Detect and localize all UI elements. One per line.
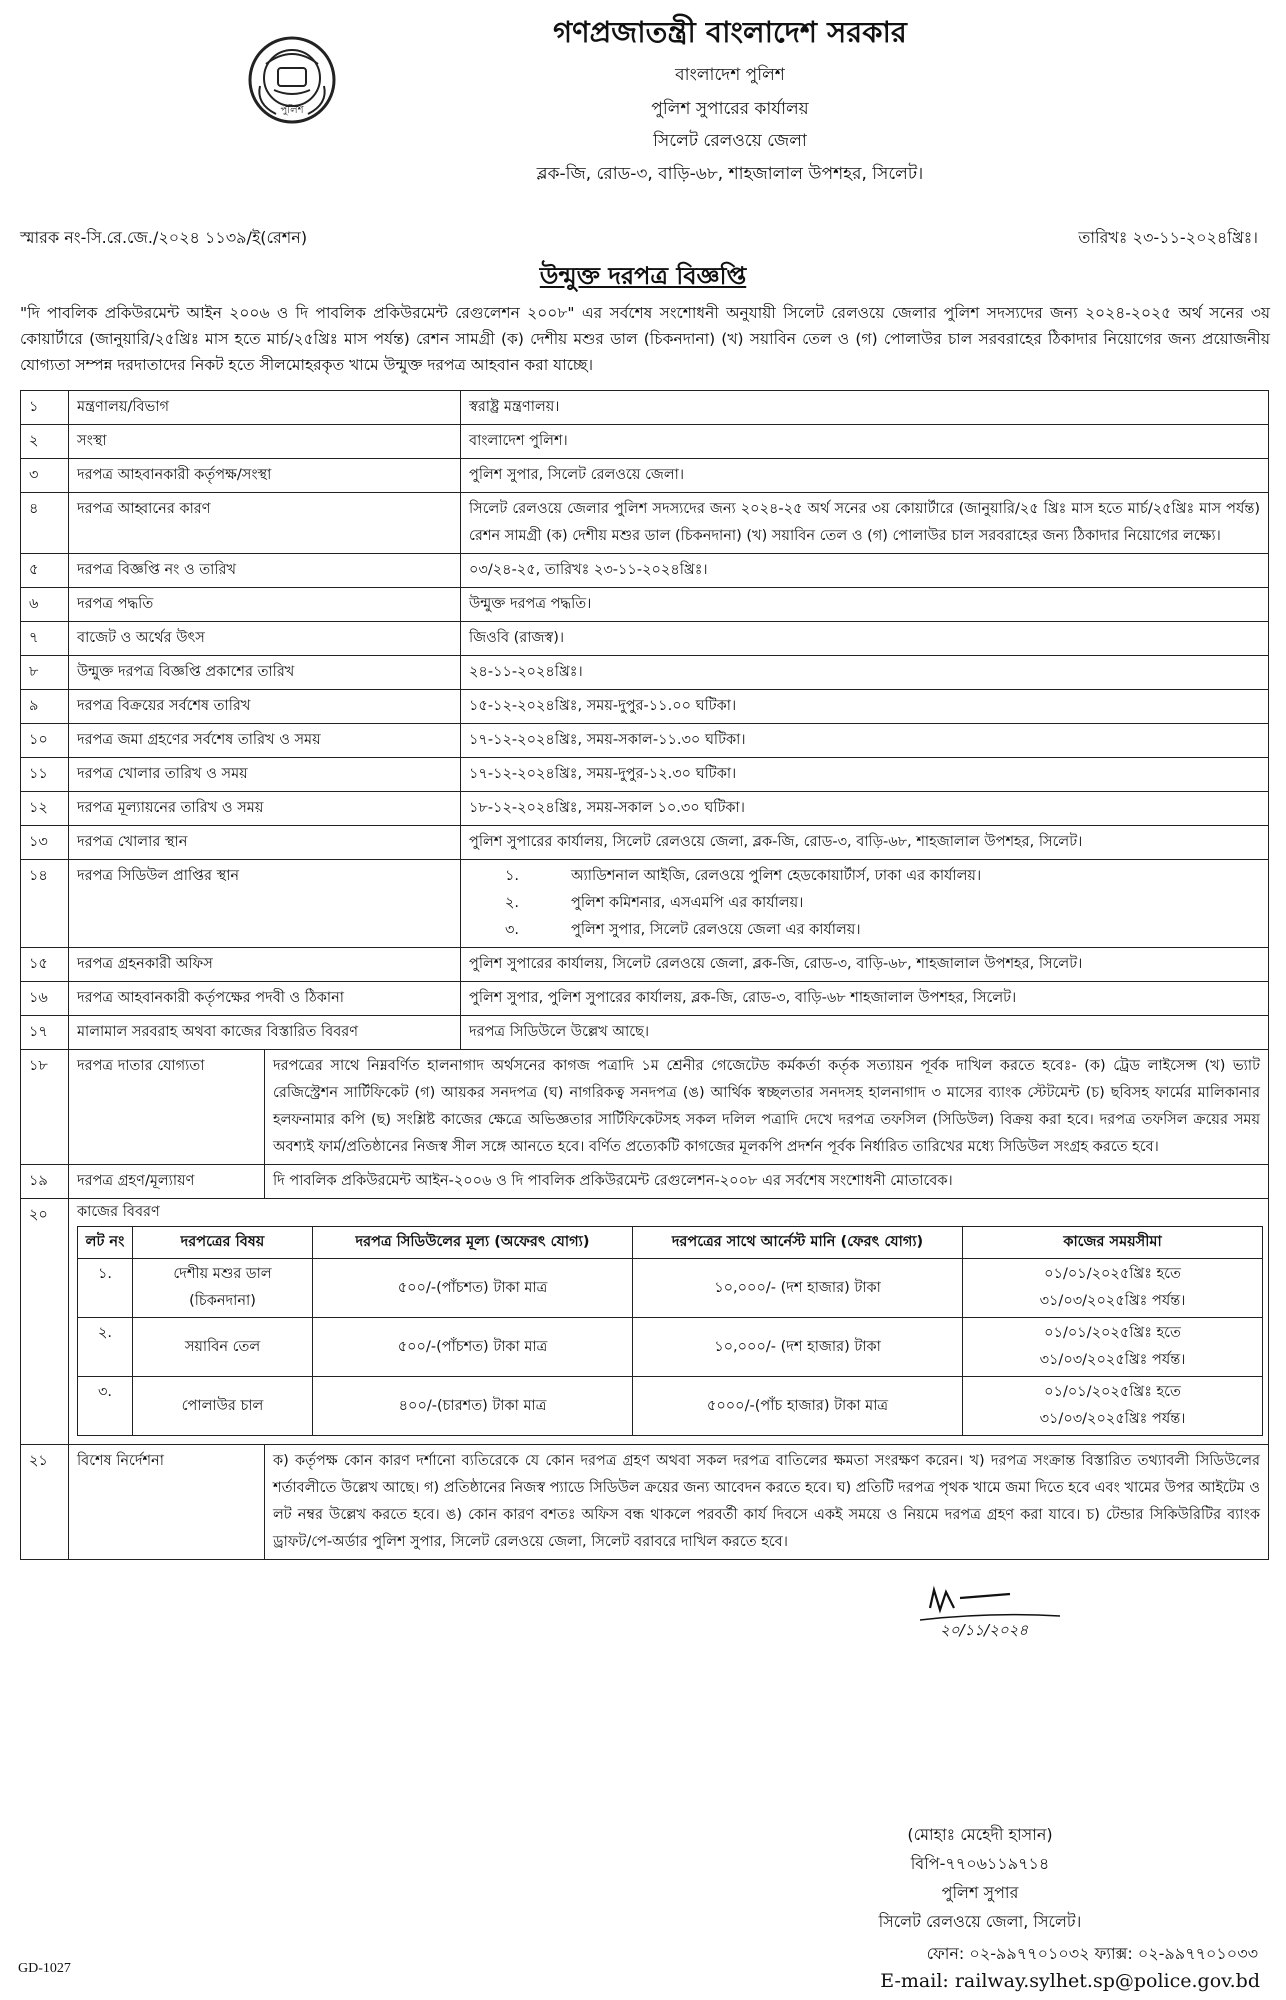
lot-earnest: ৫০০০/-(পাঁচ হাজার) টাকা মাত্র (633, 1377, 963, 1436)
lot-lot: ২. (78, 1318, 133, 1377)
list-item (469, 917, 1260, 944)
period-from: ০১/০১/২০২৫খ্রিঃ হতে (1044, 1384, 1181, 1400)
row-label: দরপত্র পদ্ধতি (69, 588, 461, 622)
row-value: ১৭-১২-২০২৪খ্রিঃ, সময়-সকাল-১১.৩০ ঘটিকা। (461, 724, 1269, 758)
row-value: বাংলাদেশ পুলিশ। (461, 425, 1269, 459)
memo-date: তারিখঃ ২৩-১১-২০২৪খ্রিঃ। (1078, 228, 1258, 247)
lot-lot: ১. (78, 1259, 133, 1318)
row-value: ১৮-১২-২০২৪খ্রিঃ, সময়-সকাল ১০.৩০ ঘটিকা। (461, 792, 1269, 826)
contact-email[interactable]: E-mail: railway.sylhet.sp@police.gov.bd (880, 1970, 1260, 1992)
table-row (21, 792, 1269, 826)
row-serial: ১৫ (21, 948, 69, 982)
row-serial: ১১ (21, 758, 69, 792)
lot-subject: সয়াবিন তেল (133, 1318, 313, 1377)
table-row (21, 391, 1269, 425)
lot-period (963, 1377, 1263, 1436)
signer-designation: পুলিশ সুপার (941, 1883, 1019, 1902)
table-row (21, 493, 1269, 554)
police-emblem-icon (246, 34, 338, 126)
office-address: ব্লক-জি, রোড-৩, বাড়ি-৬৮, শাহজালাল উপশহর, সিলেট। (536, 164, 924, 184)
row-value: দি পাবলিক প্রকিউরমেন্ট আইন-২০০৬ ও দি পাবলিক প্রকিউরমেন্ট রেগুলেশন-২০০৮ এর সর্বশেষ সংশোধনী মোতাবেক। (265, 1165, 1269, 1199)
row-value: পুলিশ সুপারের কার্যালয়, সিলেট রেলওয়ে জেলা, ব্লক-জি, রোড-৩, বাড়ি-৬৮, শাহজালাল উপশহর, সিলেট। (461, 948, 1269, 982)
row-label: মন্ত্রণালয়/বিভাগ (69, 391, 461, 425)
tender-details-table (20, 390, 1269, 1560)
column-header-price: দরপত্র সিডিউলের মূল্য (অফেরৎ যোগ্য) (313, 1227, 633, 1259)
row-label: দরপত্র সিডিউল প্রাপ্তির স্থান (69, 860, 461, 948)
row-label: দরপত্র বিক্রয়ের সর্বশেষ তারিখ (69, 690, 461, 724)
table-row (21, 588, 1269, 622)
lot-period (963, 1318, 1263, 1377)
table-row (21, 554, 1269, 588)
period-to: ৩১/০৩/২০২৫খ্রিঃ পর্যন্ত। (1039, 1293, 1186, 1309)
table-row (21, 459, 1269, 493)
row-label: উন্মুক্ত দরপত্র বিজ্ঞপ্তি প্রকাশের তারিখ (69, 656, 461, 690)
row-label: দরপত্র গ্রহনকারী অফিস (69, 948, 461, 982)
row-serial: ১৮ (21, 1050, 69, 1165)
column-header-subject: দরপত্রের বিষয় (133, 1227, 313, 1259)
intro-paragraph: "দি পাবলিক প্রকিউরমেন্ট আইন ২০০৬ ও দি পাবলিক প্রকিউরমেন্ট রেগুলেশন ২০০৮" এর সর্বশেষ সংশোধনী অনুযায়ী সিলেট রেলওয়ে জেলার পুলিশ সদস্যদের জন্য ২০২৪-২০২৫ অর্থ সনের ৩য় কোয়ার্টারে (জানুয়ারি/২৫খ্রিঃ মাস হতে মার্চ/২৫খ্রিঃ মাস পর্যন্ত) রেশন সামগ্রী (ক) দেশীয় মশুর ডাল (চিকনদানা) (খ) সয়াবিন তেল ও (গ) পোলাউর চাল সরবরাহের ঠিকাদার নিয়োগের জন্য প্রয়োজনীয় যোগ্যতা সম্পন্ন দরদাতাদের নিকট হতে সীলমোহরকৃত খামে উন্মুক্ত দরপত্র আহবান করা যাচ্ছে। (20, 304, 1270, 374)
row-value: উন্মুক্ত দরপত্র পদ্ধতি। (461, 588, 1269, 622)
table-row (21, 1050, 1269, 1165)
row-serial: ৬ (21, 588, 69, 622)
signature-mark (900, 1580, 1120, 1640)
lot-lot: ৩. (78, 1377, 133, 1436)
lot-subject: দেশীয় মশুর ডাল (চিকনদানা) (133, 1259, 313, 1318)
row-label: দরপত্র গ্রহণ/মূল্যায়ণ (69, 1165, 265, 1199)
row-label: মালামাল সরবরাহ অথবা কাজের বিস্তারিত বিবরণ (69, 1016, 461, 1050)
row-serial: ৮ (21, 656, 69, 690)
row-label: সংস্থা (69, 425, 461, 459)
table-row (21, 948, 1269, 982)
period-from: ০১/০১/২০২৫খ্রিঃ হতে (1044, 1266, 1181, 1282)
row-serial: ১৪ (21, 860, 69, 948)
lot-earnest: ১০,০০০/- (দশ হাজার) টাকা (633, 1318, 963, 1377)
list-text: পুলিশ কমিশনার, এসএমপি এর কার্যালয়। (571, 895, 804, 911)
row-value: দরপত্র সিডিউলে উল্লেখ আছে। (461, 1016, 1269, 1050)
row-serial: ২০ (21, 1199, 69, 1445)
row-serial: ১৯ (21, 1165, 69, 1199)
lot-subject: পোলাউর চাল (133, 1377, 313, 1436)
contact-phone: ফোন: ০২-৯৯৭৭০১০৩২ ফ্যাক্স: ০২-৯৯৭৭০১০৩৩ (926, 1944, 1258, 1963)
work-description-cell (69, 1199, 1269, 1445)
table-row (21, 982, 1269, 1016)
table-row (21, 622, 1269, 656)
row-serial: ১০ (21, 724, 69, 758)
signature-date: ২০/১১/২০২৪ (940, 1621, 1029, 1639)
list-text: পুলিশ সুপার, সিলেট রেলওয়ে জেলা এর কার্যালয়। (571, 922, 861, 938)
lot-price: ৫০০/-(পাঁচশত) টাকা মাত্র (313, 1318, 633, 1377)
table-row (21, 425, 1269, 459)
row-label: দরপত্র খোলার তারিখ ও সময় (69, 758, 461, 792)
table-row (21, 1445, 1269, 1560)
district-name: সিলেট রেলওয়ে জেলা (653, 131, 807, 151)
row-label: দরপত্র খোলার স্থান (69, 826, 461, 860)
table-row (21, 1199, 1269, 1445)
row-value: ১৭-১২-২০২৪খ্রিঃ, সময়-দুপুর-১২.৩০ ঘটিকা। (461, 758, 1269, 792)
list-number: ৩. (505, 922, 520, 938)
row-label: বিশেষ নির্দেশনা (69, 1445, 265, 1560)
work-lots-table (77, 1226, 1263, 1436)
row-value: ক) কর্তৃপক্ষ কোন কারণ দর্শানো ব্যতিরেকে যে কোন দরপত্র গ্রহণ অথবা সকল দরপত্র বাতিলের ক্ষমতা সংরক্ষণ করেন। খ) দরপত্র সংক্রান্ত বিস্তারিত তথ্যাবলী সিডিউলের শর্তাবলীতে উল্লেখ আছে। গ) প্রতিষ্ঠানের নিজস্ব প্যাডে সিডিউল ক্রয়ের জন্য আবেদন করতে হবে। ঘ) প্রতিটি দরপত্র পৃথক খামে জমা দিতে হবে এবং খামের উপর আইটেম ও লট নম্বর উল্লেখ করতে হবে। ঙ) কোন কারণ বশতঃ অফিস বন্ধ থাকলে পরবর্তী কার্য দিবসে একই সময়ে ও নিয়মে দরপত্র গ্রহণ করা যাবে। চ) টেন্ডার সিকিউরিটির ব্যাংক ড্রাফট/পে-অর্ডার পুলিশ সুপার, সিলেট রেলওয়ে জেলা, সিলেট বরাবরে দাখিল করতে হবে। (265, 1445, 1269, 1560)
lot-period (963, 1259, 1263, 1318)
table-row (21, 1016, 1269, 1050)
row-serial: ১৭ (21, 1016, 69, 1050)
row-serial: ২ (21, 425, 69, 459)
row-serial: ১৬ (21, 982, 69, 1016)
row-serial: ১৩ (21, 826, 69, 860)
column-header-period: কাজের সময়সীমা (963, 1227, 1263, 1259)
signer-bp: বিপি-৭৭০৬১১৯৭১৪ (910, 1854, 1050, 1873)
lot-price: ৪০০/-(চারশত) টাকা মাত্র (313, 1377, 633, 1436)
list-item (469, 890, 1260, 917)
row-serial: ৭ (21, 622, 69, 656)
row-value: পুলিশ সুপারের কার্যালয়, সিলেট রেলওয়ে জেলা, ব্লক-জি, রোড-৩, বাড়ি-৬৮, শাহজালাল উপশহর, সিলেট। (461, 826, 1269, 860)
memo-number: স্মারক নং-সি.রে.জে./২০২৪ ১১৩৯/ই(রেশন) (20, 228, 308, 247)
signer-office: সিলেট রেলওয়ে জেলা, সিলেট। (878, 1912, 1082, 1931)
signer-name: (মোহাঃ মেহেদী হাসান) (907, 1825, 1053, 1844)
column-header-lot: লট নং (78, 1227, 133, 1259)
lot-row (78, 1259, 1263, 1318)
lot-price: ৫০০/-(পাঁচশত) টাকা মাত্র (313, 1259, 633, 1318)
org-name: বাংলাদেশ পুলিশ (675, 65, 785, 85)
schedule-locations (461, 860, 1269, 948)
row-label: দরপত্র বিজ্ঞপ্তি নং ও তারিখ (69, 554, 461, 588)
period-from: ০১/০১/২০২৫খ্রিঃ হতে (1044, 1325, 1181, 1341)
lot-earnest: ১০,০০০/- (দশ হাজার) টাকা (633, 1259, 963, 1318)
row-label: দরপত্র জমা গ্রহণের সর্বশেষ তারিখ ও সময় (69, 724, 461, 758)
row-label: দরপত্র আহ্বানের কারণ (69, 493, 461, 554)
table-row (21, 826, 1269, 860)
table-row (21, 1165, 1269, 1199)
row-label: দরপত্র মূল্যায়নের তারিখ ও সময় (69, 792, 461, 826)
list-number: ২. (505, 895, 520, 911)
notice-title: উন্মুক্ত দরপত্র বিজ্ঞপ্তি (539, 262, 747, 290)
emblem-label: পুলিশ (280, 105, 304, 116)
row-value: দরপত্রের সাথে নিম্নবর্ণিত হালনাগাদ অর্থসনের কাগজ পত্রাদি ১ম শ্রেনীর গেজেটেড কর্মকর্তা কর্তৃক সত্যায়ন পূর্বক দাখিল করতে হবেঃ- (ক) ট্রেড লাইসেন্স (খ) ভ্যাট রেজিস্ট্রেশন সার্টিফিকেট (গ) আয়কর সনদপত্র (ঘ) নাগরিকত্ব সনদপত্র (ঙ) আর্থিক স্বচ্ছলতার সনদসহ হালনাগাদ ৩ মাসের ব্যাংক স্টেটমেন্ট (চ) ছবিসহ ফার্মের মালিকানার হলফনামার কপি (ছ) সংশ্লিষ্ট কাজের ক্ষেত্রে অভিজ্ঞতার সার্টিফিকেটসহ সকল দলিল পত্রাদি দেখে দরপত্র তফসিল (সিডিউল) বিক্রয় করা হবে। দরপত্র তফসিল ক্রয়ের সময় অবশ্যই ফার্ম/প্রতিষ্ঠানের নিজস্ব সীল সঙ্গে আনতে হবে। বর্ণিত প্রত্যেকটি কাগজের মূলকপি প্রদর্শন পূর্বক নির্ধারিত তারিখের মধ্যে সিডিউল সংগ্রহ করতে হবে। (265, 1050, 1269, 1165)
lot-row (78, 1318, 1263, 1377)
table-row (21, 656, 1269, 690)
row-serial: ১ (21, 391, 69, 425)
row-serial: ৯ (21, 690, 69, 724)
row-serial: ৩ (21, 459, 69, 493)
row-serial: ১২ (21, 792, 69, 826)
list-item (469, 863, 1260, 890)
lot-row (78, 1377, 1263, 1436)
row-value: পুলিশ সুপার, পুলিশ সুপারের কার্যালয়, ব্লক-জি, রোড-৩, বাড়ি-৬৮ শাহজালাল উপশহর, সিলেট। (461, 982, 1269, 1016)
row-label: দরপত্র দাতার যোগ্যতা (69, 1050, 265, 1165)
row-label: বাজেট ও অর্থের উৎস (69, 622, 461, 656)
office-name: পুলিশ সুপারের কার্যালয় (651, 99, 809, 119)
list-text: অ্যাডিশনাল আইজি, রেলওয়ে পুলিশ হেডকোয়ার্টার্স, ঢাকা এর কার্যালয়। (571, 868, 982, 884)
row-value: জিওবি (রাজস্ব)। (461, 622, 1269, 656)
table-row (21, 724, 1269, 758)
list-number: ১. (505, 868, 520, 884)
row-value: পুলিশ সুপার, সিলেট রেলওয়ে জেলা। (461, 459, 1269, 493)
period-to: ৩১/০৩/২০২৫খ্রিঃ পর্যন্ত। (1039, 1352, 1186, 1368)
row-serial: ৫ (21, 554, 69, 588)
row-value: স্বরাষ্ট্র মন্ত্রণালয়। (461, 391, 1269, 425)
footer-code: GD-1027 (18, 1961, 71, 1976)
row-label: দরপত্র আহবানকারী কর্তৃপক্ষের পদবী ও ঠিকানা (69, 982, 461, 1016)
row-serial: ২১ (21, 1445, 69, 1560)
column-header-earnest: দরপত্রের সাথে আর্নেস্ট মানি (ফেরৎ যোগ্য) (633, 1227, 963, 1259)
gov-title: গণপ্রজাতন্ত্রী বাংলাদেশ সরকার (553, 15, 907, 49)
table-row (21, 758, 1269, 792)
row-value: সিলেট রেলওয়ে জেলার পুলিশ সদস্যদের জন্য ২০২৪-২৫ অর্থ সনের ৩য় কোয়ার্টারে (জানুয়ারি/২৫ খ্রিঃ মাস হতে মার্চ/২৫খ্রিঃ মাস পর্যন্ত) রেশন সামগ্রী (ক) দেশীয় মশুর ডাল (চিকনদানা) (খ) সয়াবিন তেল ও (গ) পোলাউর চাল সরবরাহের জন্য ঠিকাদার নিয়োগের লক্ষ্যে। (461, 493, 1269, 554)
table-row (21, 860, 1269, 948)
row-value: ১৫-১২-২০২৪খ্রিঃ, সময়-দুপুর-১১.০০ ঘটিকা। (461, 690, 1269, 724)
row-value: ২৪-১১-২০২৪খ্রিঃ। (461, 656, 1269, 690)
table-header-row (78, 1227, 1263, 1259)
row-label: কাজের বিবরণ (77, 1204, 160, 1220)
row-label: দরপত্র আহবানকারী কর্তৃপক্ষ/সংস্থা (69, 459, 461, 493)
table-row (21, 690, 1269, 724)
period-to: ৩১/০৩/২০২৫খ্রিঃ পর্যন্ত। (1039, 1411, 1186, 1427)
row-serial: ৪ (21, 493, 69, 554)
row-value: ০৩/২৪-২৫, তারিখঃ ২৩-১১-২০২৪খ্রিঃ। (461, 554, 1269, 588)
